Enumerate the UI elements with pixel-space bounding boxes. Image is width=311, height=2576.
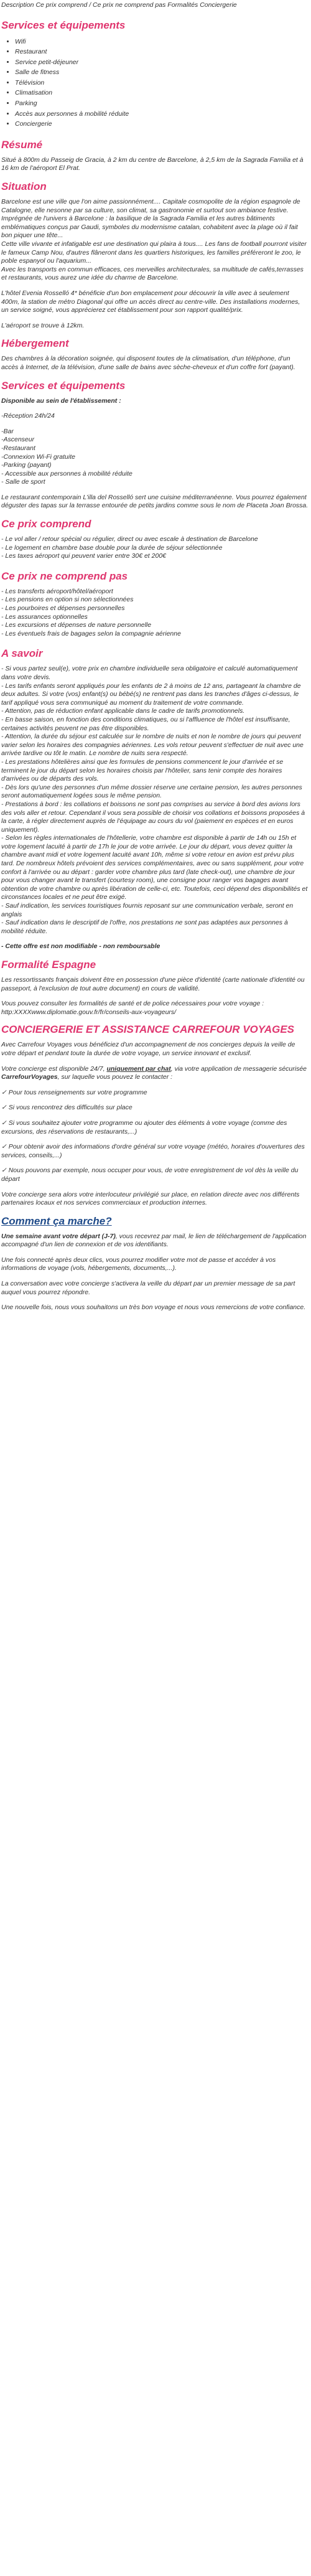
formalite-title: Formalité Espagne: [1, 959, 96, 971]
resume-title: Résumé: [1, 138, 43, 151]
services2-list: [1, 428, 309, 487]
services-title: Services et équipements: [1, 19, 126, 31]
service-item: • Salle de fitness: [15, 67, 309, 78]
pasprix-item: - Les excursions et dépenses de nature personnelle: [1, 621, 152, 629]
service-item: • Service petit-déjeuner: [15, 57, 309, 68]
hebergement-title: Hébergement: [1, 337, 69, 350]
asavoir-paragraph: - Les tarifs enfants seront appliqués pour les enfants de 2 à moins de 12 ans, partageant la chambre de deux adultes. Si votre (vos) enfant(s) ou bébé(s) ne rentrent pas dans les tranches d'âges ci-dessus, le tarif appliqué vous sera communiqué au moment du traitement de votre commande.: [1, 682, 301, 707]
service-item: • Parking: [15, 98, 309, 109]
situation-paragraph: Barcelone est une ville que l'on aime passionnément.... Capitale cosmopolite de la région espagnole de Catalogne, elle nesonne par sa culture, son climat, sa gastronomie et surtout son ambiance festive.: [1, 198, 300, 214]
asavoir-paragraph: - Selon les règles internationales de l'hôtellerie, votre chambre est disponible à partir de 14h ou 15h et votre logement lacuité à partir de 17h le jour de votre arrivée. Le jour du départ, vous devez quitter la chambre avant midi et votre logement lacuité avant 10h, même si votre retour en avion est prévu plus tard. De nombreux hôtels prévoient des services complémentaires, avec ou sans supplément, pour votre confort à l'arrivée ou au départ : garder votre chambre plus tard (late check-out), une chambre de jour pour vous changer avant le transfert (courtesy room), une consigne pour ranger vos bagages avant obtention de votre chambre ou après libération de celle-ci, etc. Toutefois, ceci dépend des disponibilités et circonstances locales et ne peut être exigé.: [1, 834, 308, 901]
comment-week-before: Une semaine avant votre départ (J-7): [1, 1232, 116, 1240]
comment-paragraph-1: [1, 1233, 309, 1249]
pasprix-item: - Les transferts aéroport/hôtel/aéroport: [1, 587, 113, 595]
services-list: [1, 37, 309, 129]
services2-item: -Restaurant: [1, 444, 35, 452]
comment-week-rest: , vous recevrez par mail, le lien de téléchargement de l'application accompagné d'un lien de connexion et de vos identifiants.: [1, 1232, 307, 1249]
conciergerie-availability: [1, 1065, 309, 1082]
services2-title: Services et équipements: [1, 379, 126, 392]
formalite-paragraph: Les ressortissants français doivent être en possession d'une pièce d'identité (carte nationale d'identité ou passeport, à l'exclusion de tout autre document) en cours de validité.: [1, 976, 305, 992]
services2-item: - Salle de sport: [1, 478, 45, 486]
availability-text-c: , sur laquelle vous pouvez le contacter :: [57, 1073, 173, 1081]
availability-text-b: , via votre application de messagerie sécurisée: [170, 1065, 307, 1073]
situation-paragraph: L'aéroport se trouve à 12km.: [1, 321, 85, 329]
pasprix-item: - Les assurances optionnelles: [1, 613, 88, 621]
pasprix-item: - Les pourboires et dépenses personnelles: [1, 604, 125, 613]
services2-outro: Le restaurant contemporain L'illa del Rosselló sert une cuisine méditerranéenne. Vous pourrez également déguster des tapas sur la terrasse entourée de petits jardins comme sous le nom de Placeta Joan Brossa.: [1, 493, 309, 510]
pasprix-list: [1, 588, 309, 639]
prix-list: [1, 535, 309, 561]
conciergerie-check: ✓ Nous pouvons par exemple, nous occuper pour vous, de votre enregistrement de vol dès la veille du départ: [1, 1167, 299, 1183]
conciergerie-check: ✓ Si vous rencontrez des difficultés sur place: [1, 1104, 132, 1112]
asavoir-block: [1, 665, 309, 936]
asavoir-paragraph: - En basse saison, en fonction des conditions climatiques, ou si l'affluence de l'hôtel est insuffisante, certaines activités peuvent ne pas être disponibles.: [1, 715, 290, 732]
asavoir-nonmodifiable: - Cette offre est non modifiable - non remboursable: [1, 942, 160, 951]
comment-paragraph-2: Une fois connecté après deux clics, vous pourrez modifier votre mot de passe et accéder à vos informations de voyage (vols, hébergements, documents,...).: [1, 1256, 276, 1272]
situation-paragraph: Cette ville vivante et infatigable est une destination qui plaira à tous.... Les fans de football pourront visiter le fameux Camp Nou, d'autres flâneront dans les quartiers historiques, les familles préféreront le zoo, le poble espanyol ou l'aquarium...: [1, 240, 307, 265]
prix-item: - Les taxes aéroport qui peuvent varier entre 30€ et 200€: [1, 552, 167, 560]
services2-item: -Connexion Wi-Fi gratuite: [1, 453, 75, 461]
hebergement-text: Des chambres à la décoration soignée, qui disposent toutes de la climatisation, d'un téléphone, d'un accès à Internet, de la télévision, d'une salle de bains avec sèche-cheveux et d'un coffre fort (payant).: [1, 355, 295, 371]
conciergerie-title: CONCIERGERIE ET ASSISTANCE CARREFOUR VOYAGES: [1, 1023, 295, 1036]
formalite-paragraph: Vous pouvez consulter les formalités de santé et de police nécessaires pour votre voyage : http:XXXXwww.diplomatie.gouv.fr/fr/conseils-aux-voyageurs/: [1, 1000, 264, 1016]
service-item: • Climatisation: [15, 88, 309, 98]
comment-paragraph-4: Une nouvelle fois, nous vous souhaitons un très bon voyage et nous vous remercions de votre confiance.: [1, 1304, 306, 1312]
availability-chat-only: uniquement par chat: [106, 1065, 171, 1073]
conciergerie-outro: Votre concierge sera alors votre interlocuteur privilégié sur place, en relation directe avec nos différents partenaires locaux et nos services commerciaux et production internes.: [1, 1190, 300, 1207]
services2-item: -Bar: [1, 427, 14, 435]
asavoir-paragraph: - Attention, pas de réduction enfant applicable dans le cadre de tarifs promotionnels.: [1, 707, 245, 715]
asavoir-paragraph: - Attention, la durée du séjour est calculée sur le nombre de nuits et non le nombre de jours qui peuvent varier selon les horaires des compagnies aériennes. Les vols retour peuvent s'effectuer de nuit avec une arrivée tardive ou tôt le matin. Le nombre de nuits sera respecté.: [1, 733, 304, 758]
situation-paragraph: Imprégnée de l'univers à Barcelone : la basilique de la Sagrada Familia et les autres bâtiments emblématiques conçus par Gaudi, symboles du modernisme catalan, cohabitent avec la plage où il fait bon piquer une tête...: [1, 215, 298, 240]
services2-intro: Disponible au sein de l'établissement :: [1, 397, 121, 405]
pasprix-item: - Les éventuels frais de bagages selon la compagnie aérienne: [1, 629, 181, 637]
availability-text-a: Votre concierge est disponible 24/7,: [1, 1065, 107, 1073]
asavoir-paragraph: - Si vous partez seul(e), votre prix en chambre individuelle sera obligatoire et calculé automatiquement dans votre devis.: [1, 665, 298, 681]
comment-paragraph-3: La conversation avec votre concierge s'activera la veille du départ par un premier message de sa part auquel vous pourrez répondre.: [1, 1280, 295, 1296]
situation-paragraph: L'hôtel Evenia Rosselló 4* bénéficie d'un bon emplacement pour découvrir la ville avec à seulement 400m, la station de métro Diagonal qui offre un accès direct au centre-ville. Des installations modernes, un service soigné, vous apprécierez cet établissement pour son rapport qualité/prix.: [1, 289, 300, 314]
asavoir-paragraph: - Prestations à bord : les collations et boissons ne sont pas comprises au service à bord des avions lors des vols aller et retour. Cependant il vous sera possible de choisir vos collations et boissons proposées à la carte, à régler directement auprès de l'équipage au cours du vol (paiement en espèces et en euros uniquement).: [1, 800, 305, 834]
asavoir-title: A savoir: [1, 647, 43, 660]
service-item: • Accès aux personnes à mobilité réduite: [15, 109, 309, 120]
pasprix-title: Ce prix ne comprend pas: [1, 570, 128, 582]
conciergerie-intro: [1, 1041, 309, 1058]
services2-item: -Parking (payant): [1, 461, 52, 469]
conciergerie-check: ✓ Pour obtenir avoir des informations d'ordre général sur votre voyage (météo, horaires d'ouvertures des services, conseils,...): [1, 1143, 305, 1159]
services2-item: - Accessible aux personnes à mobilité réduite: [1, 469, 132, 477]
pasprix-item: - Les pensions en option si non sélectionnées: [1, 596, 134, 604]
asavoir-paragraph: - Sauf indication, les services touristiques fournis reposant sur une communication verbale, seront en anglais: [1, 902, 294, 918]
prix-item: - Le logement en chambre base double pour la durée de séjour sélectionnée: [1, 543, 223, 552]
comment-title: Comment ça marche?: [1, 1215, 112, 1227]
service-item: • Télévision: [15, 78, 309, 88]
asavoir-paragraph: - Sauf indication dans le descriptif de l'offre, nos prestations ne sont pas adaptées aux personnes à mobilité réduite.: [1, 919, 288, 935]
prix-item: - Le vol aller / retour spécial ou régulier, direct ou avec escale à destination de Barcelone: [1, 535, 258, 543]
service-item: • Conciergerie: [15, 119, 309, 129]
services2-reception: -Réception 24h/24: [1, 412, 55, 420]
service-item: • Wifi: [15, 37, 309, 47]
conciergerie-intro-text: Avec Carrefour Voyages vous bénéficiez d'un accompagnement de nos concierges depuis la veille de votre départ et pendant toute la durée de votre voyage, un service innovant et exclusif.: [1, 1041, 295, 1057]
service-item: • Restaurant: [15, 47, 309, 57]
breadcrumb[interactable]: Description Ce prix comprend / Ce prix ne comprend pas Formalités Conciergerie: [1, 1, 237, 9]
situation-title: Situation: [1, 181, 47, 193]
prix-title: Ce prix comprend: [1, 518, 91, 530]
conciergerie-check: ✓ Pour tous renseignements sur votre programme: [1, 1088, 147, 1096]
situation-paragraph: Avec les transports en commun efficaces, ces merveilles architecturales, sa multitude de cafés,terrasses et restaurants, vous aurez une idée du charme de Barcelone.: [1, 265, 304, 282]
asavoir-paragraph: - Les prestations hôtelières ainsi que les formules de pensions commencent le jour d'arrivée et se terminent le jour du départ selon les horaires choisis par l'hôtelier, sans tenir compte des horaires d'arrivées ou de départs des vols.: [1, 758, 284, 783]
resume-text: Situé à 800m du Passeig de Gracia, à 2 km du centre de Barcelone, à 2,5 km de la Sagrada Familia et à 16 km de l'aéroport El Prat.: [1, 156, 304, 172]
services2-item: -Ascenseur: [1, 436, 35, 444]
availability-brand: CarrefourVoyages: [1, 1073, 58, 1081]
conciergerie-check: ✓ Si vous souhaitez ajouter votre programme ou ajouter des éléments à votre voyage (comme des excursions, des réservations de restaurants,...): [1, 1119, 287, 1135]
asavoir-paragraph: - Dès lors qu'une des personnes d'un même dossier réserve une certaine pension, les autres personnes seront automatiquement logées sous le même pension.: [1, 783, 302, 800]
